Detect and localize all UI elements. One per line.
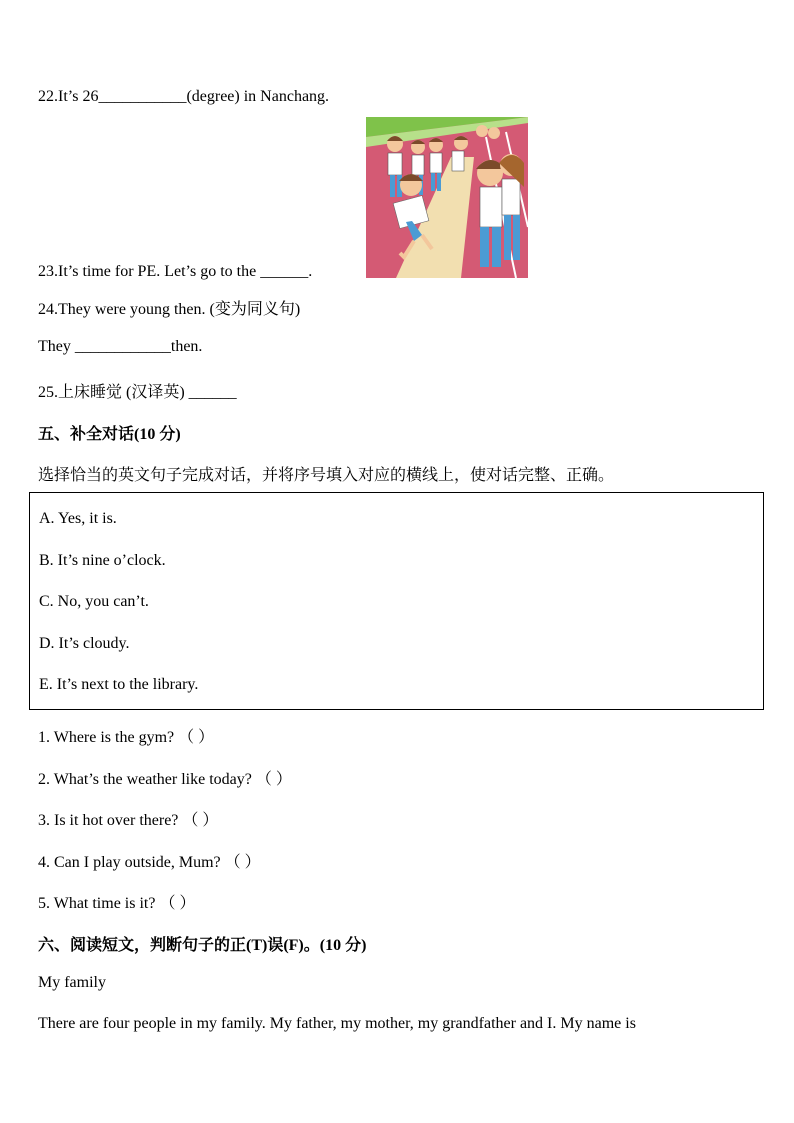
dialogue-question-5: 5. What time is it? （ ）	[38, 895, 196, 912]
section-5-instruction: 选择恰当的英文句子完成对话，并将序号填入对应的横线上，使对话完整、正确。	[38, 467, 615, 484]
dialogue-question-4: 4. Can I play outside, Mum? （ ）	[38, 854, 261, 871]
pe-track-illustration	[366, 117, 528, 278]
option-b: B. It’s nine o’clock.	[39, 552, 166, 569]
dialogue-question-2: 2. What’s the weather like today? （ ）	[38, 771, 292, 788]
option-c: C. No, you can’t.	[39, 593, 149, 610]
question-22: 22.It’s 26___________(degree) in Nanchang.	[38, 88, 330, 105]
section-6-title: 六、阅读短文，判断句子的正(T)误(F)。(10 分)	[38, 937, 367, 954]
question-23: 23.It’s time for PE. Let’s go to the ______.	[38, 263, 313, 280]
options-box	[29, 492, 764, 710]
passage-title: My family	[38, 974, 106, 991]
option-e: E. It’s next to the library.	[39, 676, 199, 693]
option-a: A. Yes, it is.	[39, 510, 117, 527]
question-25: 25.上床睡觉 (汉译英) ______	[38, 384, 237, 401]
passage-text: There are four people in my family. My father, my mother, my grandfather and I. My name is	[38, 1015, 636, 1032]
dialogue-question-3: 3. Is it hot over there? （ ）	[38, 812, 219, 829]
question-24: 24.They were young then. (变为同义句)	[38, 301, 301, 318]
question-24-answer: They ____________then.	[38, 338, 203, 355]
dialogue-question-1: 1. Where is the gym? （ ）	[38, 729, 215, 746]
section-5-title: 五、补全对话(10 分)	[38, 426, 181, 443]
option-d: D. It’s cloudy.	[39, 635, 130, 652]
